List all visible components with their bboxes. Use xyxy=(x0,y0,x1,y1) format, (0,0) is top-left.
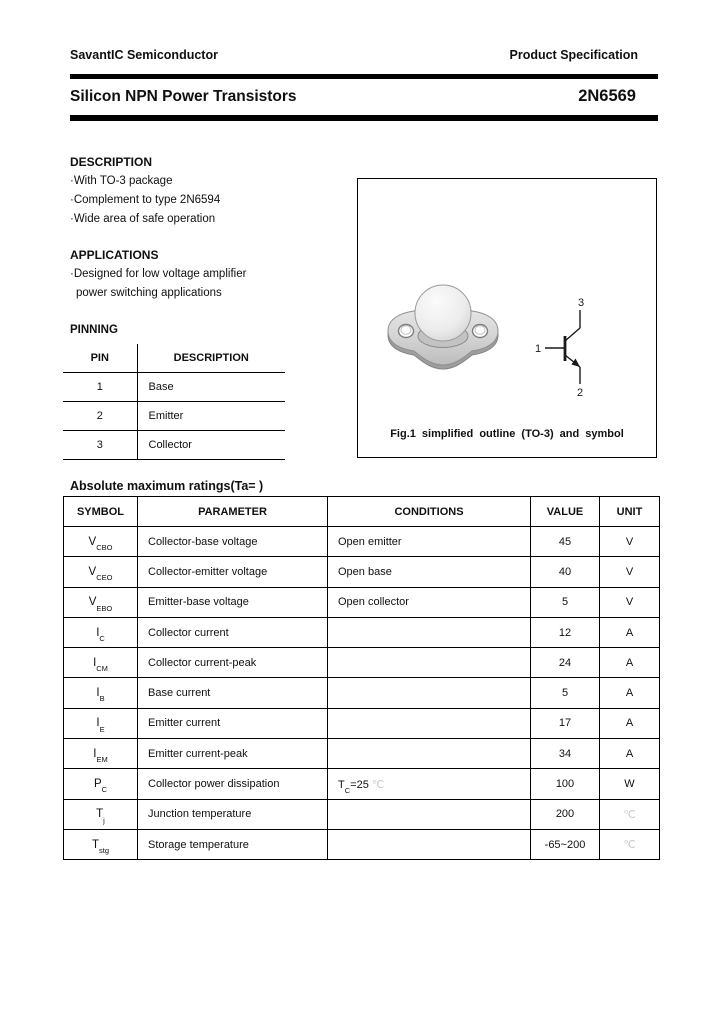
page-title: Silicon NPN Power Transistors xyxy=(70,88,297,105)
ratings-col-value: VALUE xyxy=(531,497,600,527)
value-cell: 40 xyxy=(531,557,600,587)
parameter-cell: Base current xyxy=(138,678,328,708)
applications-item: ·Designed for low voltage amplifier xyxy=(70,268,247,280)
applications-heading: APPLICATIONS xyxy=(70,248,159,262)
pin-label-emitter: 2 xyxy=(577,387,584,399)
value-cell: 5 xyxy=(531,587,600,617)
symbol-subscript: B xyxy=(99,694,105,704)
symbol-subscript: stg xyxy=(99,845,110,855)
conditions-cell xyxy=(328,708,531,738)
header-rule-top xyxy=(70,74,658,79)
unit-cell: A xyxy=(600,708,660,738)
ratings-col-parameter: PARAMETER xyxy=(138,497,328,527)
symbol-subscript: EBO xyxy=(96,603,113,613)
value-cell: 200 xyxy=(531,799,600,829)
pin-description-cell: Collector xyxy=(137,430,285,459)
symbol-cell: $I_E$ xyxy=(64,708,138,738)
symbol-emitter-arrow xyxy=(572,359,581,368)
parameter-cell: Collector power dissipation xyxy=(138,769,328,799)
pinning-table-body xyxy=(63,372,285,459)
description-heading: DESCRIPTION xyxy=(70,155,153,169)
ratings-row xyxy=(64,557,660,587)
symbol-subscript: CBO xyxy=(96,542,113,552)
symbol-cell: $V_{EBO}$ xyxy=(64,587,138,617)
conditions-cell xyxy=(328,678,531,708)
parameter-cell: Collector-base voltage xyxy=(138,527,328,557)
npn-transistor-symbol xyxy=(534,295,606,399)
conditions-cell: Open base xyxy=(328,557,531,587)
pin-label-collector: 3 xyxy=(578,297,585,309)
parameter-cell: Collector-emitter voltage xyxy=(138,557,328,587)
figure-box xyxy=(357,178,657,458)
part-number: 2N6569 xyxy=(578,87,636,105)
ratings-row xyxy=(64,587,660,617)
pinning-row xyxy=(63,372,285,401)
ratings-row xyxy=(64,799,660,829)
description-item: ·With TO-3 package xyxy=(70,175,173,187)
pin-number-cell: 1 xyxy=(63,372,137,401)
pin-label-base: 1 xyxy=(535,343,542,355)
value-cell: 100 xyxy=(531,769,600,799)
ratings-row xyxy=(64,527,660,557)
ratings-row xyxy=(64,617,660,647)
symbol-subscript: CM xyxy=(96,664,108,674)
ratings-row xyxy=(64,678,660,708)
symbol-cell: $I_{EM}$ xyxy=(64,739,138,769)
symbol-cell: $V_{CBO}$ xyxy=(64,527,138,557)
description-item: ·Complement to type 2N6594 xyxy=(70,194,221,206)
pinning-row xyxy=(63,401,285,430)
pinning-col-description: DESCRIPTION xyxy=(137,344,285,372)
unit-cell: V xyxy=(600,557,660,587)
parameter-cell: Emitter-base voltage xyxy=(138,587,328,617)
applications-item: power switching applications xyxy=(76,287,222,299)
header-rule-bottom xyxy=(70,115,658,121)
pin-description-cell: Emitter xyxy=(137,401,285,430)
ratings-heading: Absolute maximum ratings(Ta= ) xyxy=(70,479,264,493)
symbol-cell: $V_{CEO}$ xyxy=(64,557,138,587)
description-item: ·Wide area of safe operation xyxy=(70,213,216,225)
value-cell: 12 xyxy=(531,617,600,647)
pinning-col-pin: PIN xyxy=(63,344,137,372)
description-list xyxy=(70,172,220,229)
parameter-cell: Storage temperature xyxy=(138,829,328,859)
value-cell: -65~200 xyxy=(531,829,600,859)
conditions-cell xyxy=(328,799,531,829)
value-cell: 24 xyxy=(531,648,600,678)
to3-package-image xyxy=(384,267,502,375)
symbol-subscript: C xyxy=(101,785,108,795)
ratings-table xyxy=(63,496,660,860)
unit-cell: V xyxy=(600,527,660,557)
symbol-base-bar xyxy=(564,336,567,361)
unit-cell: V xyxy=(600,587,660,617)
doc-type: Product Specification xyxy=(509,48,638,62)
ratings-col-conditions: CONDITIONS xyxy=(328,497,531,527)
parameter-cell: Collector current-peak xyxy=(138,648,328,678)
unit-cell: A xyxy=(600,739,660,769)
unit-cell: A xyxy=(600,617,660,647)
company-name: SavantIC Semiconductor xyxy=(70,48,218,62)
pin-number-cell: 3 xyxy=(63,430,137,459)
parameter-cell: Collector current xyxy=(138,617,328,647)
symbol-subscript: E xyxy=(99,724,105,734)
figure-caption: Fig.1 simplified outline (TO-3) and symbol xyxy=(390,428,624,440)
conditions-cell xyxy=(328,739,531,769)
parameter-cell: Emitter current-peak xyxy=(138,739,328,769)
pinning-table xyxy=(63,344,285,460)
value-cell: 34 xyxy=(531,739,600,769)
pinning-heading: PINNING xyxy=(70,324,118,336)
page-header xyxy=(70,48,638,62)
symbol-subscript: EM xyxy=(96,755,108,765)
symbol-cell: $I_{CM}$ xyxy=(64,648,138,678)
value-cell: 5 xyxy=(531,678,600,708)
conditions-cell xyxy=(328,648,531,678)
conditions-cell: Open collector xyxy=(328,587,531,617)
title-row xyxy=(70,87,636,106)
ratings-row xyxy=(64,829,660,859)
unit-cell: ℃ xyxy=(600,799,660,829)
symbol-cell: $I_B$ xyxy=(64,678,138,708)
ratings-table-body xyxy=(64,527,660,860)
ratings-col-symbol: SYMBOL xyxy=(64,497,138,527)
ratings-row xyxy=(64,739,660,769)
conditions-cell xyxy=(328,617,531,647)
unit-cell: A xyxy=(600,678,660,708)
conditions-cell: Open emitter xyxy=(328,527,531,557)
ratings-header-row xyxy=(64,497,660,527)
condition-subscript: C xyxy=(344,785,351,795)
ratings-row xyxy=(64,648,660,678)
unit-cell: ℃ xyxy=(600,829,660,859)
symbol-subscript: C xyxy=(99,633,105,643)
ratings-row xyxy=(64,769,660,799)
pin-description-cell: Base xyxy=(137,372,285,401)
applications-list xyxy=(70,265,246,303)
symbol-subscript: j xyxy=(103,815,105,825)
pinning-row xyxy=(63,430,285,459)
symbol-subscript: CEO xyxy=(96,573,113,583)
ratings-col-unit: UNIT xyxy=(600,497,660,527)
value-cell: 17 xyxy=(531,708,600,738)
unit-cell: W xyxy=(600,769,660,799)
pin-number-cell: 2 xyxy=(63,401,137,430)
symbol-cell: $I_C$ xyxy=(64,617,138,647)
symbol-cell: $P_C$ xyxy=(64,769,138,799)
symbol-cell: $T_{stg}$ xyxy=(64,829,138,859)
value-cell: 45 xyxy=(531,527,600,557)
condition-degree-glyph: ℃ xyxy=(371,778,385,791)
symbol-cell: $T_j$ xyxy=(64,799,138,829)
parameter-cell: Junction temperature xyxy=(138,799,328,829)
conditions-cell: $T_C=25$ ℃ xyxy=(328,769,531,799)
parameter-cell: Emitter current xyxy=(138,708,328,738)
ratings-row xyxy=(64,708,660,738)
conditions-cell xyxy=(328,829,531,859)
unit-cell: A xyxy=(600,648,660,678)
pinning-header-row xyxy=(63,344,285,372)
